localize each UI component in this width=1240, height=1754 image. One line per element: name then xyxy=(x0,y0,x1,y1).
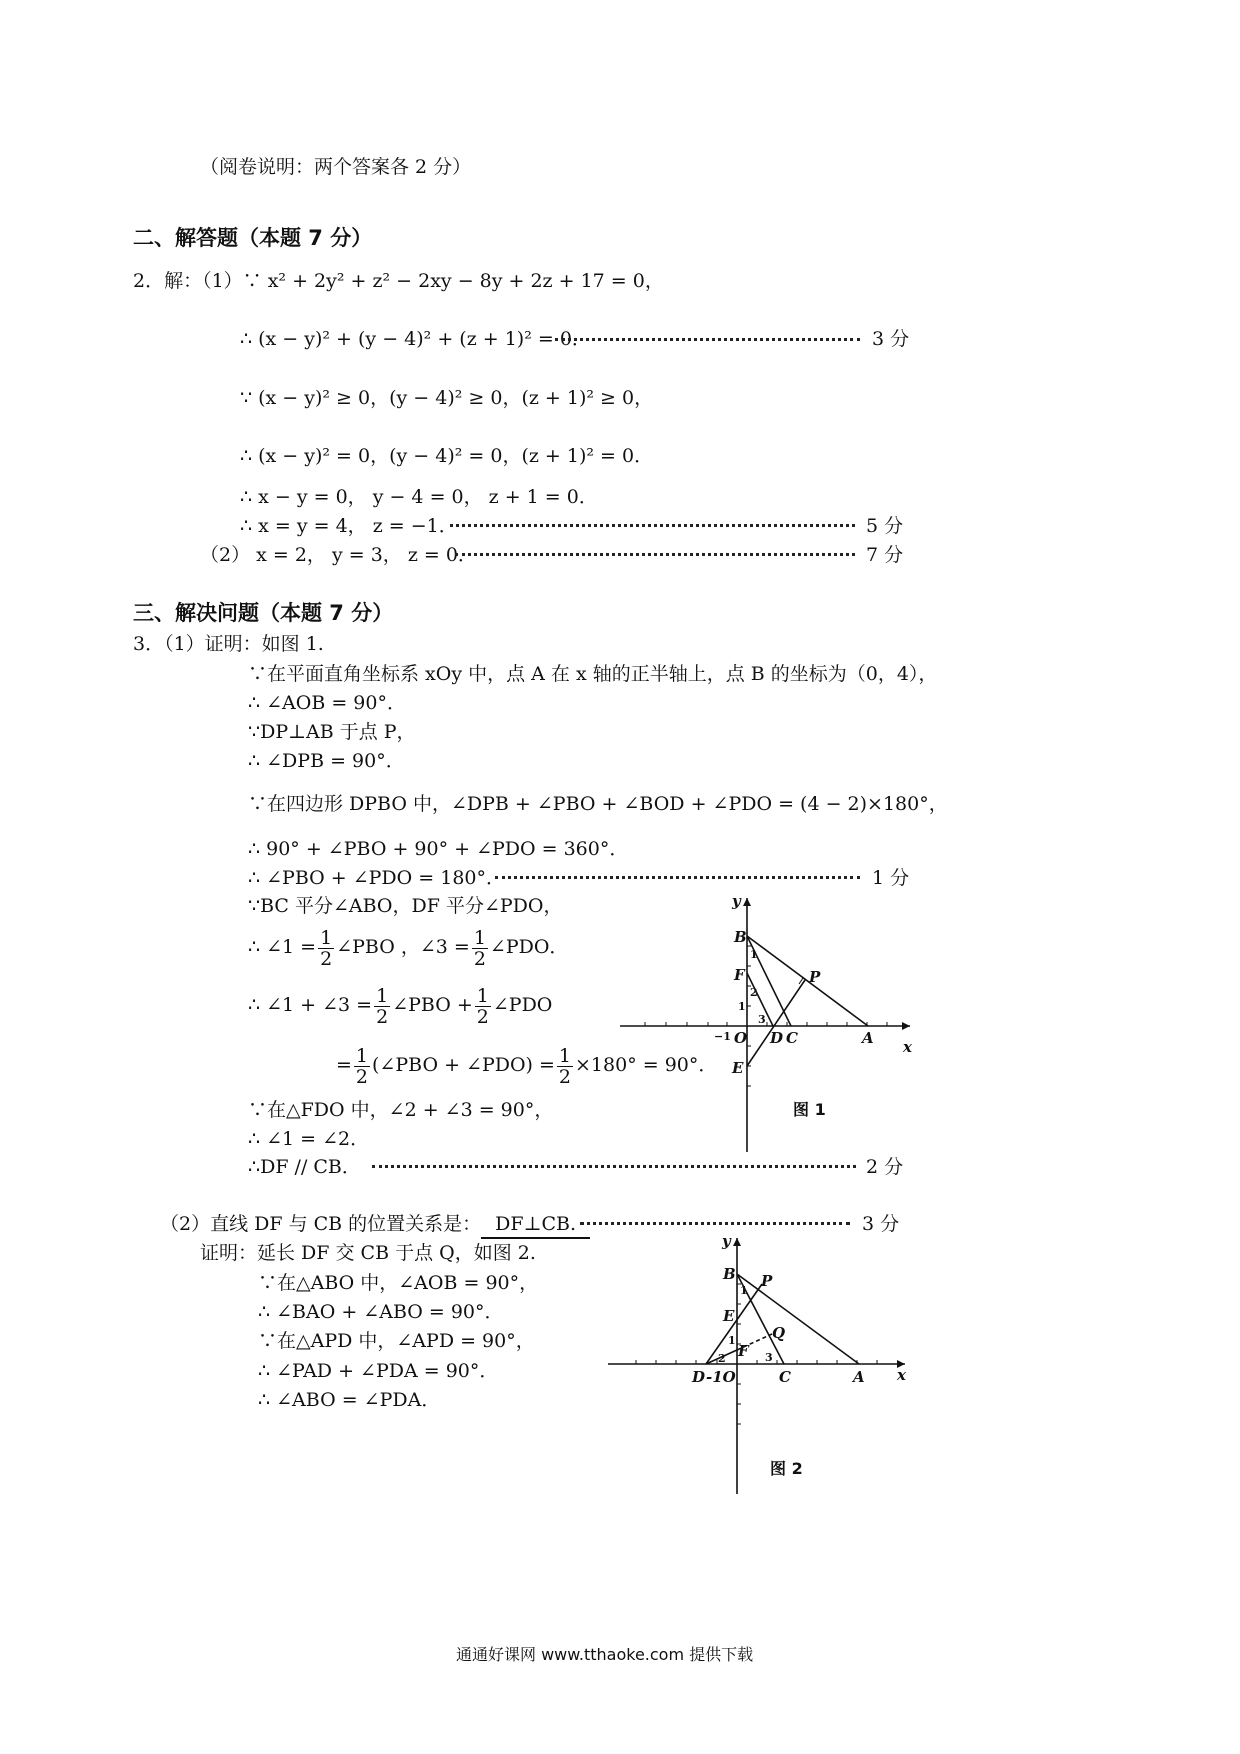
score-1: 1 分 xyxy=(872,867,910,889)
label-x: x xyxy=(897,1366,906,1384)
sec2-line-3: ∵ (x − y)² ≥ 0，(y − 4)² ≥ 0，(z + 1)² ≥ 0， xyxy=(240,387,654,409)
denominator: 2 xyxy=(376,1005,389,1028)
grading-note: （阅卷说明：两个答案各 2 分） xyxy=(200,156,472,178)
angle-3: 3 xyxy=(765,1351,773,1364)
angle-2: 2 xyxy=(750,986,758,999)
numerator: 1 xyxy=(355,1044,369,1067)
text-segment: ∠PBO + xyxy=(392,994,473,1016)
label-P: P xyxy=(809,968,821,986)
label-minus-1: −1 xyxy=(714,1030,731,1043)
label-unit-1: 1 xyxy=(728,1334,736,1347)
label-C: C xyxy=(779,1368,791,1386)
label-minus-1-O: -1O xyxy=(706,1368,736,1386)
sec2-line-6: ∴ x = y = 4， z = −1． xyxy=(240,515,458,537)
section-2-heading: 二、解答题（本题 7 分） xyxy=(133,226,373,250)
y-arrow xyxy=(743,898,751,906)
fraction-half xyxy=(354,1046,370,1087)
label-x: x xyxy=(903,1038,912,1056)
label-P: P xyxy=(761,1272,773,1290)
text-segment: ∠PDO． xyxy=(489,936,569,958)
angle-1: 1 xyxy=(740,1284,748,1297)
sec3-line-13: ∵在△FDO 中，∠2 + ∠3 = 90°， xyxy=(248,1099,554,1121)
score-leader xyxy=(580,1222,850,1225)
label-y: y xyxy=(732,892,741,910)
sec3-line-1: 3．（1）证明：如图 1. xyxy=(133,633,324,655)
score-leader xyxy=(555,338,860,341)
label-B: B xyxy=(723,1265,736,1283)
text-segment: （2）直线 DF 与 CB 的位置关系是： xyxy=(160,1213,482,1235)
fraction-half xyxy=(318,928,334,969)
label-O: O xyxy=(734,1029,748,1047)
sec2-line-2: ∴ (x − y)² + (y − 4)² + (z + 1)² = 0． xyxy=(240,328,591,350)
sec3-line-11 xyxy=(248,980,552,1030)
sec3-line-3: ∴ ∠AOB = 90°． xyxy=(248,692,406,714)
label-A: A xyxy=(853,1368,865,1386)
fraction-half xyxy=(475,986,491,1027)
score-7: 7 分 xyxy=(866,544,904,566)
sec3-line-15: ∴DF // CB． xyxy=(248,1156,361,1178)
fraction-half xyxy=(557,1046,573,1087)
figure-1 xyxy=(610,890,920,1160)
fraction-half xyxy=(472,928,488,969)
label-y: y xyxy=(722,1232,731,1250)
score-2: 2 分 xyxy=(866,1156,904,1178)
label-unit-1: 1 xyxy=(738,1000,746,1013)
segment-BA xyxy=(737,1274,859,1364)
answer-blank: DF⊥CB. xyxy=(481,1213,590,1239)
label-D: D xyxy=(692,1368,706,1386)
part2-question xyxy=(160,1211,590,1237)
part2-line-3: ∴ ∠BAO + ∠ABO = 90°． xyxy=(258,1301,504,1323)
sec3-line-9: ∵BC 平分∠ABO，DF 平分∠PDO， xyxy=(248,895,563,917)
label-E: E xyxy=(732,1059,744,1077)
sec2-line-7: （2） x = 2， y = 3， z = 0． xyxy=(200,544,477,566)
score-leader xyxy=(450,524,855,527)
part2-line-4: ∵在△APD 中，∠APD = 90°， xyxy=(258,1330,535,1352)
sec2-line-5: ∴ x − y = 0， y − 4 = 0， z + 1 = 0． xyxy=(240,486,598,508)
figure-2 xyxy=(600,1232,920,1500)
numerator: 1 xyxy=(320,926,333,949)
denominator: 2 xyxy=(473,947,486,970)
text-segment: ∠PBO ，∠3 = xyxy=(336,936,470,958)
fraction-half xyxy=(374,986,390,1027)
label-A: A xyxy=(862,1029,874,1047)
y-arrow xyxy=(733,1238,741,1246)
figure-2-caption: 图 2 xyxy=(770,1459,803,1478)
numerator: 1 xyxy=(476,984,489,1007)
denominator: 2 xyxy=(355,1065,369,1088)
label-Q: Q xyxy=(772,1324,786,1342)
score-leader xyxy=(372,1165,856,1168)
score-3b: 3 分 xyxy=(862,1213,900,1235)
sec3-line-2: ∵在平面直角坐标系 xOy 中，点 A 在 x 轴的正半轴上，点 B 的坐标为（0，4）， xyxy=(248,663,938,685)
text-segment: ∴ ∠1 = xyxy=(248,936,317,958)
denominator: 2 xyxy=(476,1005,489,1028)
label-B: B xyxy=(734,928,747,946)
part2-line-2: ∵在△ABO 中，∠AOB = 90°， xyxy=(258,1272,539,1294)
label-C: C xyxy=(786,1029,798,1047)
numerator: 1 xyxy=(558,1044,572,1067)
sec3-line-4: ∵DP⊥AB 于点 P， xyxy=(248,721,416,743)
sec3-line-7: ∴ 90° + ∠PBO + 90° + ∠PDO = 360°． xyxy=(248,838,629,860)
footer-credit: 通通好课网 www.tthaoke.com 提供下载 xyxy=(456,1645,754,1664)
numerator: 1 xyxy=(376,984,389,1007)
figure-1-caption: 图 1 xyxy=(793,1100,826,1119)
sec3-line-8: ∴ ∠PBO + ∠PDO = 180°． xyxy=(248,867,506,889)
score-leader xyxy=(495,876,860,879)
label-F: F xyxy=(738,1342,749,1360)
sec3-line-10 xyxy=(248,922,568,972)
label-F: F xyxy=(734,966,745,984)
section-3-heading: 三、解决问题（本题 7 分） xyxy=(133,601,394,625)
text-segment: ∴ ∠1 + ∠3 = xyxy=(248,994,373,1016)
label-D: D xyxy=(770,1029,784,1047)
x-arrow xyxy=(902,1022,910,1030)
part2-line-1: 证明：延长 DF 交 CB 于点 Q，如图 2. xyxy=(200,1242,536,1264)
sec3-line-14: ∴ ∠1 = ∠2． xyxy=(248,1128,370,1150)
sec2-line-4: ∴ (x − y)² = 0，(y − 4)² = 0，(z + 1)² = 0． xyxy=(240,445,654,467)
denominator: 2 xyxy=(320,947,333,970)
text-segment: = xyxy=(336,1054,352,1076)
angle-2: 2 xyxy=(718,1352,726,1365)
angle-3: 3 xyxy=(758,1013,766,1026)
score-3: 3 分 xyxy=(872,328,910,350)
sec3-line-5: ∴ ∠DPB = 90°． xyxy=(248,750,405,772)
text-segment: ∠PDO xyxy=(492,994,553,1016)
sec3-line-6: ∵在四边形 DPBO 中，∠DPB + ∠PBO + ∠BOD + ∠PDO = (4 − 2)×180°， xyxy=(248,793,948,815)
part2-line-5: ∴ ∠PAD + ∠PDA = 90°． xyxy=(258,1360,499,1382)
denominator: 2 xyxy=(558,1065,572,1088)
score-leader xyxy=(455,553,855,556)
numerator: 1 xyxy=(473,926,486,949)
score-5: 5 分 xyxy=(866,515,904,537)
text-segment: ×180° = 90°． xyxy=(575,1054,718,1076)
label-E: E xyxy=(723,1307,735,1325)
angle-1: 1 xyxy=(750,948,758,961)
part2-line-6: ∴ ∠ABO = ∠PDA． xyxy=(258,1389,441,1411)
sec2-line-1: 2．解：（1）∵ x² + 2y² + z² − 2xy − 8y + 2z + 17 = 0， xyxy=(133,270,664,292)
text-segment: (∠PBO + ∠PDO) = xyxy=(372,1054,555,1076)
